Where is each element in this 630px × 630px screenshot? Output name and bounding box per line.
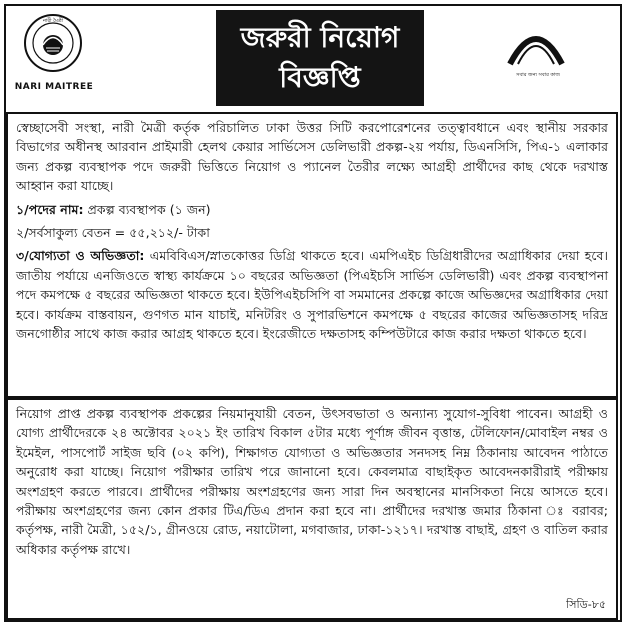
- terms-section: [6, 398, 618, 620]
- logo-right-caption: সবার জন্য সবার কাজ: [516, 72, 560, 78]
- swoosh-logo-icon: [506, 14, 566, 74]
- qualification-paragraph: [16, 246, 608, 343]
- post-label: ১/পদের নাম:: [16, 201, 84, 217]
- notice-header: [6, 6, 620, 114]
- post-value: প্রকল্প ব্যবস্থাপক (১ জন): [87, 201, 211, 217]
- post-line: [16, 200, 608, 219]
- qualification-label: ৩/যোগ্যতা ও অভিজ্ঞতা:: [16, 248, 145, 264]
- notice-title-line1: জরুরী নিয়োগ: [240, 21, 400, 54]
- salary-line: ২/সর্বসাকুল্য বেতন = ৫৫,২১২/- টাকা: [16, 225, 210, 241]
- nari-maitree-logo-icon: [22, 12, 84, 74]
- logo-left-caption: NARI MAITREE: [14, 82, 94, 92]
- intro-paragraph: স্বেচ্ছাসেবী সংস্থা, নারী মৈত্রী কর্তৃক পরিচালিত ঢাকা উত্তর সিটি করপোরেশনের তত্ত্বাবধানে এবং স্থানীয় সরকার বিভাগের অধীনস্থ আরবান প্রাইমারী হেলথ কেয়ার সার্ভিসেস ডেলিভারী প্রকল্প-২য় পর্যায়, ডিএনসিসি, পিএ-১ এলাকার জন্য প্রকল্প ব্যবস্থাপক পদে জরুরী ভিত্তিতে নিয়োগ ও প্যানেল তৈরীর লক্ষ্যে আগ্রহী প্রার্থীদের কাছ থেকে দরখাস্ত আহ্বান করা যাচ্ছে।: [16, 120, 608, 194]
- terms-paragraph: নিয়োগ প্রাপ্ত প্রকল্প ব্যবস্থাপক প্রকল্পের নিয়মানুযায়ী বেতন, উৎসবভাতা ও অন্যান্য সুযোগ-সুবিধা পাবেন। আগ্রহী ও যোগ্য প্রার্থীদেরকে ২৪ অক্টোবর ২০২১ ইং তারিখ বিকাল ৫টার মধ্যে পূর্ণাঙ্গ জীবন বৃত্তান্ত, টেলিফোন/মোবাইল নম্বর ও ইমেইল, পাসপোর্ট সাইজ ছবি (০২ কপি), শিক্ষাগত যোগ্যতা ও অভিজ্ঞতার সনদসহ নিম্ন ঠিকানায় আবেদন পাঠাতে অনুরোধ করা যাচ্ছে। নিয়োগ পরীক্ষার তারিখ পরে জানানো হবে। কেবলমাত্র বাছাইকৃত আবেদনকারীরাই পরীক্ষায় অংশগ্রহণ করতে পারবে। প্রার্থীদের পরীক্ষায় অংশগ্রহণের জন্য সারা দিন অবস্থানের মানসিকতা নিয়ে আসতে হবে। পরীক্ষায় অংশগ্রহণের জন্য কোন প্রকার টিএ/ডিএ প্রদান করা হবে না। প্রার্থীদের দরখাস্ত জমার ঠিকানা ঃ বরাবর; কর্তৃপক্ষ, নারী মৈত্রী, ১৫২/১, গ্রীনওয়ে রোড, নয়াটোলা, মগবাজার, ঢাকা-১২১৭। দরখাস্ত বাছাই, গ্রহণ ও বাতিল করার অধিকার কর্তৃপক্ষ রাখে।: [16, 406, 608, 557]
- notice-code: সিডি-৮৫: [566, 597, 606, 611]
- notice-title-line2: বিজ্ঞপ্তি: [279, 61, 361, 94]
- notice-title-box: [216, 10, 424, 106]
- qualification-text: এমবিবিএস/স্নাতকোত্তর ডিগ্রি থাকতে হবে। এমপিএইচ ডিগ্রিধারীদের অগ্রাধিকার দেয়া হবে। জাতীয় পর্যায়ে এনজিওতে স্বাস্থ্য কার্যক্রমে ১০ বছরের অভিজ্ঞতা (পিএইচসি সার্ভিস ডেলিভারী) এবং প্রকল্প ব্যবস্থাপনা পদে কমপক্ষে ৫ বছরের অভিজ্ঞতা থাকতে হবে। ইউপিএইচসিপি বা সমমানের প্রকল্পে কাজে অভিজ্ঞদের অগ্রাধিকার দেয়া হবে। কার্যক্রম বাস্তবায়ন, গুণগত মান যাচাই, মনিটরিং ও সুপারভিশনে কমপক্ষে ৫ বছরের কাজের অভিজ্ঞতাসহ দরিদ্র জনগোষ্ঠীর সাথে কাজ করার আগ্রহ থাকতে হবে। ইংরেজীতে দক্ষতাসহ কম্পিউটারে কাজ করার দক্ষতা থাকতে হবে।: [16, 248, 608, 342]
- requirements-section: [6, 112, 618, 398]
- logo-left-text: নারী মৈত্রী: [42, 18, 64, 24]
